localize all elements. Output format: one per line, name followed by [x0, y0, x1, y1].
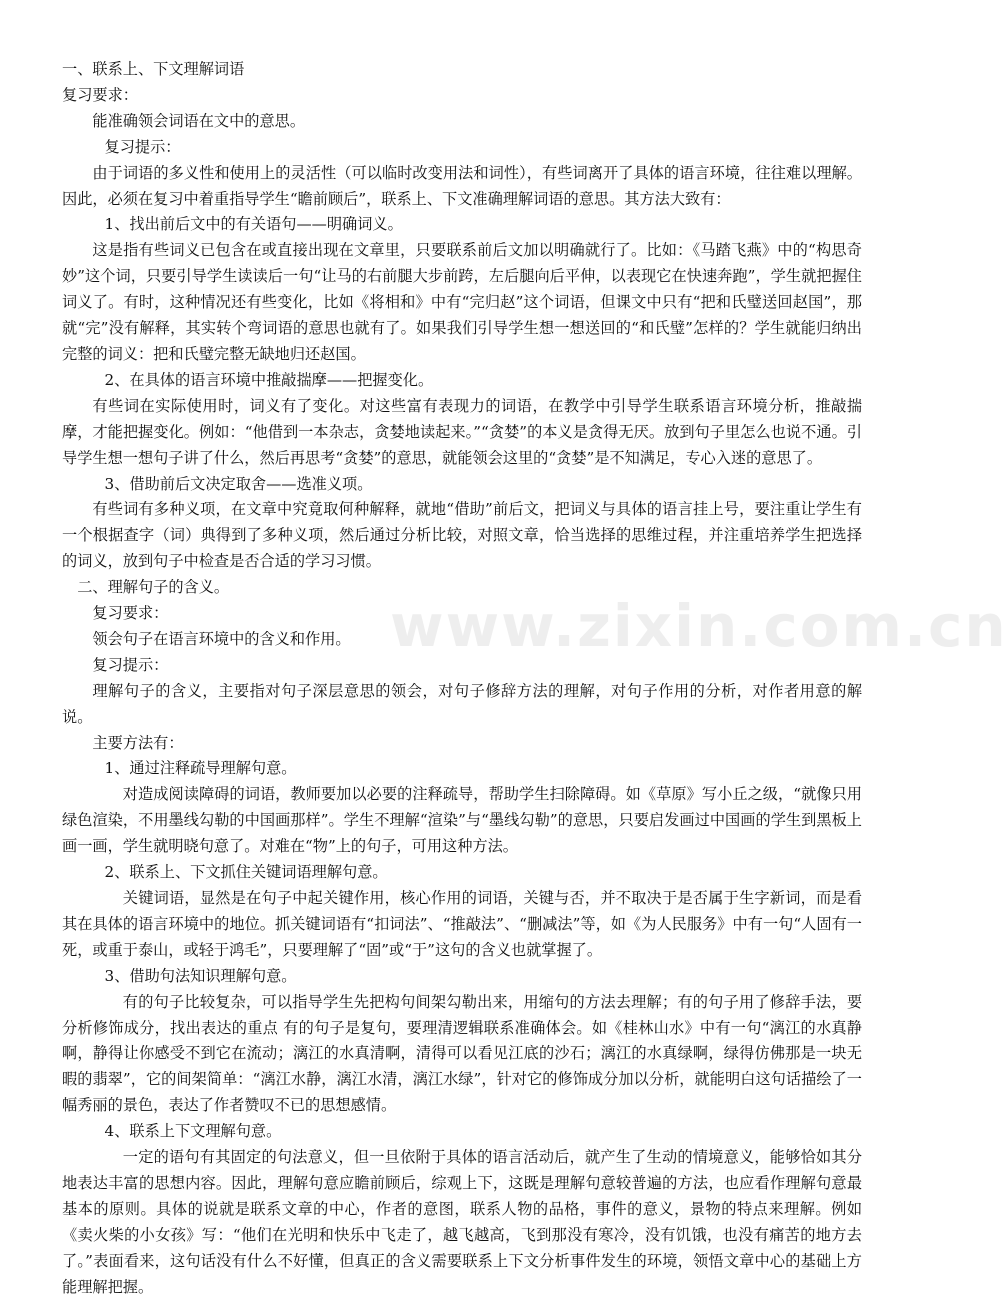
paragraph: 关键词语，显然是在句子中起关键作用，核心作用的词语，关键与否，并不取决于是否属于生字新词，而是看其在具体的语言环境中的地位。抓关键词语有“扣词法”、“推敲法”、“删减法”等，如《为人民服务》中有一句“人固有一死，或重于泰山，或轻于鸿毛”，只要理解了“固”或“于”这句的含义也就掌握了。: [62, 889, 862, 959]
paragraph: 二、理解句子的含义。: [62, 578, 230, 597]
paragraph: 领会句子在语言环境中的含义和作用。: [92, 629, 351, 648]
paragraph: 复习提示：: [92, 655, 169, 674]
paragraph: 2、在具体的语言环境中推敲揣摩——把握变化。: [104, 370, 434, 389]
paragraph: 4、联系上下文理解句意。: [104, 1122, 282, 1141]
paragraph: 2、联系上、下文抓住关键词语理解句意。: [104, 863, 388, 882]
paragraph: 复习提示：: [104, 137, 181, 156]
paragraph: 能准确领会词语在文中的意思。: [92, 111, 306, 130]
paragraph: 复习要求：: [92, 604, 169, 623]
watermark: www.zixin.com.cn: [390, 592, 1008, 660]
paragraph: 1、通过注释疏导理解句意。: [104, 759, 297, 778]
paragraph: 主要方法有：: [92, 733, 184, 752]
paragraph: 复习要求：: [62, 85, 138, 104]
paragraph: 一定的语句有其固定的句法意义，但一旦依附于具体的语言活动后，就产生了生动的情境意义，能够恰如其分地表达丰富的思想内容。因此，理解句意应瞻前顾后，综观上下，这既是理解句意较普遍的方法，也应看作理解句意最基本的原则。具体的说就是联系文章的中心，作者的意图，联系人物的品格，事件的意义，景物的特点来理解。例如《卖火柴的小女孩》写：“他们在光明和快乐中飞走了，越飞越高，飞到那没有寒冷，没有饥饿，也没有痛苦的地方去了。”表面看来，这句话没有什么不好懂，但真正的含义需要联系上下文分析事件发生的环境，领悟文章中心的基础上方能理解把握。: [62, 1148, 862, 1296]
paragraph: 1、找出前后文中的有关语句——明确词义。: [104, 215, 403, 234]
paragraph: 有些词在实际使用时，词义有了变化。对这些富有表现力的词语，在教学中引导学生联系语言环境分析，推敲揣摩，才能把握变化。例如：“他借到一本杂志，贪婪地读起来。”“贪婪”的本义是贪得无厌。放到句子里怎么也说不通。引导学生想一想句子讲了什么，然后再思考“贪婪”的意思，就能领会这里的“贪婪”是不知满足，专心入迷的意思了。: [62, 396, 862, 467]
paragraph: 一、联系上、下文理解词语: [62, 60, 245, 78]
paragraph: 对造成阅读障碍的词语，教师要加以必要的注释疏导，帮助学生扫除障碍。如《草原》写小丘之级，“就像只用绿色渲染，不用墨线勾勒的中国画那样”。学生不理解“渲染”与“墨线勾勒”的意思，只要启发画过中国画的学生到黑板上画一画，学生就明晓句意了。对难在“物”上的句子，可用这种方法。: [62, 785, 862, 856]
paragraph: 这是指有些词义已包含在或直接出现在文章里，只要联系前后文加以明确就行了。比如：《马踏飞燕》中的“构思奇妙”这个词，只要引导学生读读后一句“让马的右前腿大步前跨，左后腿向后平伸，以表现它在快速奔跑”，学生就把握住词义了。有时，这种情况还有些变化，比如《将相和》中有“完归赵”这个词语，但课文中只有“把和氏璧送回赵国”，那就“完”没有解释，其实转个弯词语的意思也就有了。如果我们引导学生想一想送回的“和氏璧”怎样的？学生就能归纳出完整的词义：把和氏璧完整无缺地归还赵国。: [62, 241, 862, 363]
paragraph: 由于词语的多义性和使用上的灵活性（可以临时改变用法和词性），有些词离开了具体的语言环境，往往难以理解。因此，必须在复习中着重指导学生“瞻前顾后”，联系上、下文准确理解词语的意思。其方法大致有：: [62, 163, 862, 208]
paragraph: 有些词有多种义项，在文章中究竟取何种解释，就地“借助”前后文，把词义与具体的语言挂上号，要注重让学生有一个根据查字（词）典得到了多种义项，然后通过分析比较，对照文章，恰当选择的思维过程，并注重培养学生把选择的词义，放到句子中检查是否合适的学习习惯。: [62, 500, 862, 571]
paragraph: 3、借助句法知识理解句意。: [104, 966, 297, 985]
paragraph: 理解句子的含义，主要指对句子深层意思的领会，对句子修辞方法的理解，对句子作用的分析，对作者用意的解说。: [62, 681, 862, 726]
paragraph: 3、借助前后文决定取舍——选准义项。: [104, 474, 373, 493]
paragraph: 有的句子比较复杂，可以指导学生先把构句间架勾勒出来，用缩句的方法去理解；有的句子用了修辞手法，要分析修饰成分，找出表达的重点 有的句子是复句，要理清逻辑联系准确体会。如《桂林山水》中有一句“漓江的水真静啊，静得让你感受不到它在流动；漓江的水真清啊，清得可以看见江底的沙石；漓江的水真绿啊，绿得仿佛那是一块无暇的翡翠”，它的间架简单：“漓江水静，漓江水清，漓江水绿”，针对它的修饰成分加以分析，就能明白这句话描绘了一幅秀丽的景色，表达了作者赞叹不已的思想感情。: [62, 992, 862, 1115]
document-body: [62, 57, 862, 1301]
